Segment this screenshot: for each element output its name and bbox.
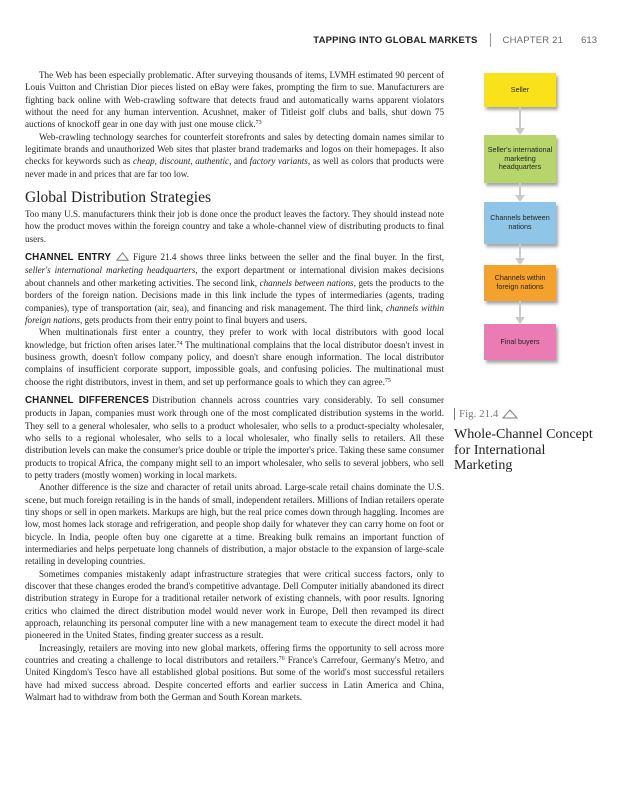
runin-heading-channel-entry: CHANNEL ENTRY	[25, 252, 112, 264]
diagram-arrow	[519, 244, 521, 259]
section-intro: Too many U.S. manufacturers think their job is done once the product leaves the factory. They should instead note how the product moves within the foreign country and take a whole-channel view of distributing products to final users.	[25, 209, 444, 244]
runin-heading-channel-differences: CHANNEL DIFFERENCES	[25, 394, 150, 406]
diagram-arrow	[519, 183, 521, 196]
diagram-box-headquarters: Seller's international marketing headquarters	[484, 135, 556, 183]
diagram-arrow	[519, 301, 521, 318]
paragraph-channel-entry: CHANNEL ENTRY Figure 21.4 shows three links between the seller and the final buyer. In the first, seller's international marketing headquarters, the export department or international division makes decisions about channels and other marketing activities. The second link, channels between nations, gets the products to the borders of the foreign nation. Decisions made in this link include the types of intermediaries (agents, trading companies), type of transportation (air, sea), and financing and risk management. The third link, channels within foreign nations, gets products from their entry point to final buyers and users.	[25, 252, 445, 325]
running-header	[313, 33, 597, 47]
footnote-ref: 76	[278, 655, 285, 662]
footnote-ref: 73	[255, 120, 262, 127]
paragraph-channel-differences: CHANNEL DIFFERENCES Distribution channels across countries vary considerably. To sell consumer products in Japan, companies must work through one of the most complicated distribution systems in the world. They sell to a general wholesaler, who sells to a product wholesaler, who sells to a product-specialty wholesaler, who sells to a regional wholesaler, who sells to a local wholesaler, who finally sells to retailers. All these distribution levels can make the consumer's price double or triple the importer's price. Taking these same consumer products to tropical Africa, the company might sell to an import wholesaler, who sells to several jobbers, who sell to petty traders (mostly women) working in local markets.	[25, 394, 444, 480]
footnote-ref: 75	[384, 377, 391, 384]
header-divider	[490, 33, 491, 47]
triangle-icon	[502, 409, 518, 419]
figure-label: Fig. 21.4	[454, 408, 594, 420]
running-header-title: TAPPING INTO GLOBAL MARKETS	[313, 34, 478, 46]
paragraph-dell: Sometimes companies mistakenly adapt infrastructure strategies that were critical success factors, only to discover that these changes eroded the brand's competitive advantage. Dell Computer initially abandoned its direct distribution strategy in Europe for a traditional retailer network of existing channels, with poor results. Ignoring critics who claimed the direct distribution model would never work in Europe, Dell then revamped its direct approach, relaunching its personal computer line with a new management team to execute the direct model it had pioneered in the United States, finding greater success as a result.	[25, 568, 444, 641]
paragraph-global-retailers: Increasingly, retailers are moving into new global markets, offering firms the opportunity to sell across more countries and creating a challenge to local distributors and retailers.$^{76}$ France's Carrefour, Germany's Metro, and United Kingdom's Tesco have all established global positions. But some of the world's most successful retailers have had mixed success abroad. Despite concerted efforts and earlier success in Latin America and China, Walmart had to withdraw from both the German and South Korean markets.	[25, 642, 444, 703]
diagram-box-within-nations: Channels within foreign nations	[484, 265, 556, 301]
paragraph-web-crawling: Web-crawling technology searches for counterfeit storefronts and sales by detecting domain names similar to legitimate brands and unauthorized Web sites that plaster brand trademarks and logos on their homepages. It also checks for keywords such as cheap, discount, authentic, and factory variants, as well as colors that products were never made in and prices that are far too low.	[25, 131, 444, 179]
diagram-arrow	[519, 107, 521, 129]
main-text-column	[25, 69, 444, 704]
page-number: 613	[581, 34, 597, 46]
paragraph-retail-units: Another difference is the size and character of retail units abroad. Large-scale retail chains dominate the U.S. scene, but much foreign retailing is in the hands of small, independent retailers. Millions of Indian retailers operate tiny shops or sell in open markets. Markups are high, but the real price comes down through haggling. Incomes are low, most homes lack storage and refrigeration, and people shop daily for whatever they can carry home on foot or bicycle. In India, people often buy one cigarette at a time. Breaking bulk remains an important function of intermediaries and helps perpetuate long channels of distribution, a major obstacle to the expansion of large-scale retailing in developing countries.	[25, 482, 444, 567]
footnote-ref: 74	[176, 340, 183, 347]
diagram-box-seller: Seller	[484, 73, 556, 107]
chapter-label: CHAPTER 21	[502, 34, 564, 46]
diagram-box-between-nations: Channels between nations	[484, 202, 556, 244]
diagram-box-final-buyers: Final buyers	[484, 324, 556, 360]
section-heading: Global Distribution Strategies	[25, 189, 211, 207]
triangle-icon	[116, 252, 129, 261]
figure-caption	[454, 408, 594, 474]
figure-title: Whole-Channel Concept for International Marketing	[454, 427, 593, 473]
paragraph-web-counterfeits: The Web has been especially problematic. After surveying thousands of items, LVMH estimated 90 percent of Louis Vuitton and Christian Dior pieces listed on eBay were fakes, prompting the firm to sue. Manufacturers are fighting back online with Web-crawling software that detects fraud and automatically warns apparent violators without the need for any human intervention. Acushnet, maker of Titleist golf clubs and balls, shut down 75 auctions of knockoff gear in one day with just one mouse click.$^{73}$	[25, 70, 444, 130]
paragraph-local-distributors: When multinationals first enter a country, they prefer to work with local distributors with good local knowledge, but friction often arises later.$^{74}$ The multinational complains that the local distributor doesn't invest in business growth, doesn't follow company policy, and doesn't share enough information. The local distributor complains of insufficient corporate support, impossible goals, and confusing policies. The multinational must choose the right distributors, invest in them, and set up performance goals to which they can agree.$^{75}$	[25, 327, 444, 387]
